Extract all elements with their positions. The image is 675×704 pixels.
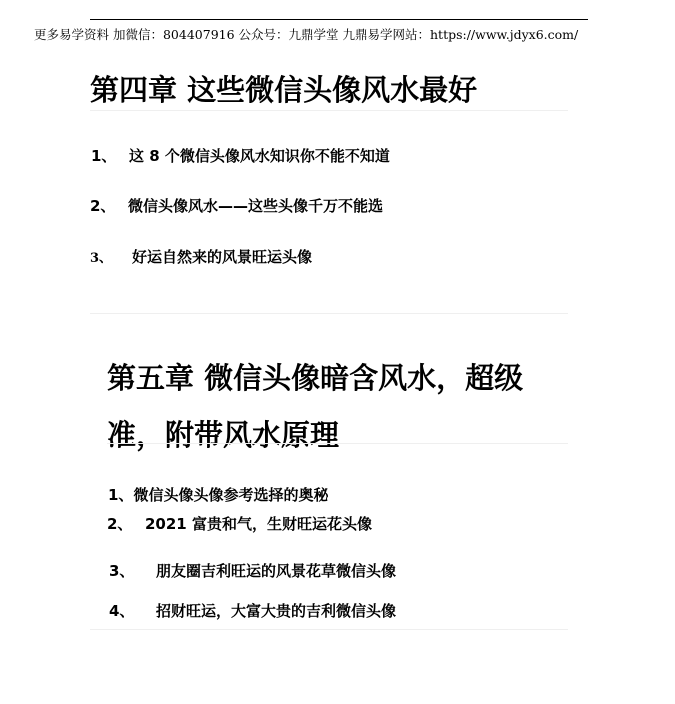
chapter-4-item-3	[90, 250, 312, 265]
chapter-5-item-1	[108, 488, 328, 503]
item-text: 微信头像风水——这些头像千万不能选	[128, 197, 384, 215]
chapter-4-title: 第四章 这些微信头像风水最好	[90, 73, 478, 107]
item-number: 1、	[91, 147, 117, 165]
chapter-5-item-4	[109, 604, 396, 619]
item-number: 2、	[90, 197, 116, 215]
bottom-divider	[90, 629, 568, 630]
item-text: 招财旺运，大富大贵的吉利微信头像	[156, 602, 397, 620]
chapter-5-title-line-1: 第五章 微信头像暗含风水，超级	[107, 361, 524, 395]
item-text: 朋友圈吉利旺运的风景花草微信头像	[156, 562, 397, 580]
chapter-5-item-2	[107, 517, 372, 532]
header-top-rule	[90, 19, 588, 20]
chapter-5-item-3	[109, 564, 396, 579]
chapter-4-item-1	[91, 149, 390, 164]
item-number: 3、	[109, 562, 135, 580]
item-number: 1、	[108, 486, 134, 504]
item-number: 2、	[107, 515, 133, 533]
item-number: 4、	[109, 602, 135, 620]
item-text: 这 8 个微信头像风水知识你不能不知道	[129, 147, 390, 165]
header-promo-text: 更多易学资料 加微信：804407916 公众号：九鼎学堂 九鼎易学网站：https://www.jdyx6.com/	[34, 27, 579, 42]
chapter-4-title-rule	[90, 110, 568, 111]
chapter-5-title-rule	[107, 443, 568, 444]
chapter-4-item-2	[90, 199, 383, 214]
chapter-5-title-line-2: 准，附带风水原理	[107, 418, 340, 452]
section-divider	[90, 313, 568, 314]
item-text: 2021 富贵和气，生财旺运花头像	[145, 515, 372, 533]
item-number: 3、	[90, 251, 113, 266]
item-text: 好运自然来的风景旺运头像	[132, 248, 313, 266]
item-text: 微信头像头像参考选择的奥秘	[133, 486, 329, 504]
